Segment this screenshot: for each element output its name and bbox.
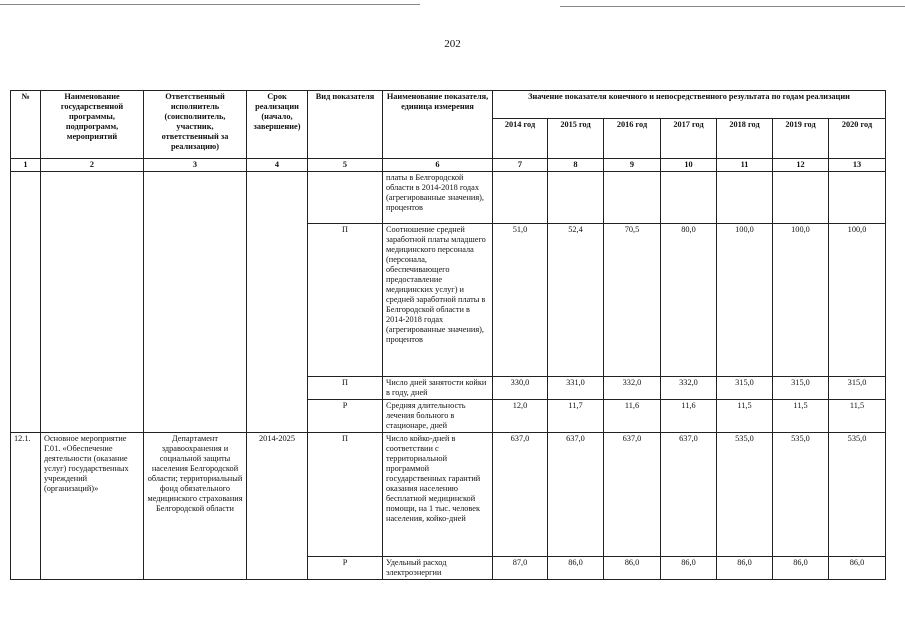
value-cell: 86,0: [661, 557, 717, 580]
scan-artifact-line: [560, 6, 905, 7]
value-cell: 637,0: [493, 433, 548, 557]
value-cell: 86,0: [829, 557, 886, 580]
column-number: 10: [661, 159, 717, 172]
header-year: 2016 год: [604, 119, 661, 159]
column-number: 9: [604, 159, 661, 172]
value-cell: 11,5: [829, 400, 886, 433]
column-number: 7: [493, 159, 548, 172]
value-cell: 80,0: [661, 224, 717, 377]
header-row-1: [11, 91, 886, 119]
indicator-name: платы в Белгородской области в 2014-2018 годах (агрегированные значения), процентов: [383, 172, 493, 224]
entry-term: 2014-2025: [247, 433, 308, 580]
value-cell: 535,0: [829, 433, 886, 557]
column-number: 5: [308, 159, 383, 172]
indicator-type: Р: [308, 400, 383, 433]
column-number: 13: [829, 159, 886, 172]
column-number: 1: [11, 159, 41, 172]
header-indicator: Наименование показателя, единица измерения: [383, 91, 493, 159]
value-cell: 86,0: [548, 557, 604, 580]
value-cell: 100,0: [773, 224, 829, 377]
cell-no-empty: [11, 172, 41, 433]
value-cell: 637,0: [548, 433, 604, 557]
cell-executor-empty: [144, 172, 247, 433]
value-cell: [717, 172, 773, 224]
header-year: 2020 год: [829, 119, 886, 159]
header-year: 2018 год: [717, 119, 773, 159]
value-cell: 535,0: [717, 433, 773, 557]
value-cell: [604, 172, 661, 224]
value-cell: [661, 172, 717, 224]
header-term: Срок реализации (начало, завершение): [247, 91, 308, 159]
indicator-type: П: [308, 433, 383, 557]
table-row: [11, 433, 886, 557]
value-cell: [493, 172, 548, 224]
value-cell: 70,5: [604, 224, 661, 377]
column-number: 6: [383, 159, 493, 172]
indicators-table: [10, 90, 886, 580]
column-number: 12: [773, 159, 829, 172]
value-cell: 331,0: [548, 377, 604, 400]
cell-term-empty: [247, 172, 308, 433]
value-cell: 315,0: [717, 377, 773, 400]
header-type: Вид показателя: [308, 91, 383, 159]
value-cell: 100,0: [829, 224, 886, 377]
value-cell: [773, 172, 829, 224]
header-year: 2019 год: [773, 119, 829, 159]
indicator-name: Удельный расход электроэнергии: [383, 557, 493, 580]
indicator-name: Число койко-дней в соответствии с территориальной программой государственных гарантий оказания населению бесплатной медицинской помощи, на 1 тыс. человек населения, койко-дней: [383, 433, 493, 557]
value-cell: 332,0: [604, 377, 661, 400]
value-cell: 11,5: [773, 400, 829, 433]
indicator-type: [308, 172, 383, 224]
value-cell: 330,0: [493, 377, 548, 400]
indicator-type: П: [308, 224, 383, 377]
value-cell: 100,0: [717, 224, 773, 377]
header-year: 2015 год: [548, 119, 604, 159]
value-cell: 535,0: [773, 433, 829, 557]
table-row: [11, 172, 886, 224]
header-no: №: [11, 91, 41, 159]
scan-artifact-line: [0, 4, 420, 5]
value-cell: 51,0: [493, 224, 548, 377]
entry-executor: Департамент здравоохранения и социальной защиты населения Белгородской области; территориальный фонд обязательного медицинского страхования Белгородской области: [144, 433, 247, 580]
column-number: 3: [144, 159, 247, 172]
value-cell: [829, 172, 886, 224]
column-number: 8: [548, 159, 604, 172]
value-cell: 315,0: [829, 377, 886, 400]
value-cell: [548, 172, 604, 224]
value-cell: 11,5: [717, 400, 773, 433]
indicator-type: Р: [308, 557, 383, 580]
value-cell: 86,0: [773, 557, 829, 580]
value-cell: 332,0: [661, 377, 717, 400]
cell-name-empty: [41, 172, 144, 433]
value-cell: 637,0: [604, 433, 661, 557]
column-number: 2: [41, 159, 144, 172]
value-cell: 87,0: [493, 557, 548, 580]
column-number: 11: [717, 159, 773, 172]
value-cell: 11,7: [548, 400, 604, 433]
header-year: 2014 год: [493, 119, 548, 159]
indicator-name: Средняя длительность лечения больного в стационаре, дней: [383, 400, 493, 433]
indicator-name: Число дней занятости койки в году, дней: [383, 377, 493, 400]
header-values-group: Значение показателя конечного и непосредственного результата по годам реализации: [493, 91, 886, 119]
header-year: 2017 год: [661, 119, 717, 159]
entry-number: 12.1.: [11, 433, 41, 580]
value-cell: 11,6: [604, 400, 661, 433]
value-cell: 52,4: [548, 224, 604, 377]
column-number: 4: [247, 159, 308, 172]
entry-name: Основное мероприятие Г.01. «Обеспечение деятельности (оказание услуг) государственных учреждений (организаций)»: [41, 433, 144, 580]
value-cell: 12,0: [493, 400, 548, 433]
value-cell: 86,0: [717, 557, 773, 580]
page-number: 202: [444, 38, 461, 50]
indicator-name: Соотношение средней заработной платы младшего медицинского персонала (персонала, обеспечивающего предоставление медицинских услуг) и средней заработной платы в Белгородской области в 2014-2018 годах (агрегированные значения), процентов: [383, 224, 493, 377]
indicator-type: П: [308, 377, 383, 400]
value-cell: 315,0: [773, 377, 829, 400]
value-cell: 637,0: [661, 433, 717, 557]
value-cell: 86,0: [604, 557, 661, 580]
header-executor: Ответственный исполнитель (соисполнитель, участник, ответственный за реализацию): [144, 91, 247, 159]
value-cell: 11,6: [661, 400, 717, 433]
header-name: Наименование государственной программы, подпрограмм, мероприятий: [41, 91, 144, 159]
column-numbers-row: [11, 159, 886, 172]
